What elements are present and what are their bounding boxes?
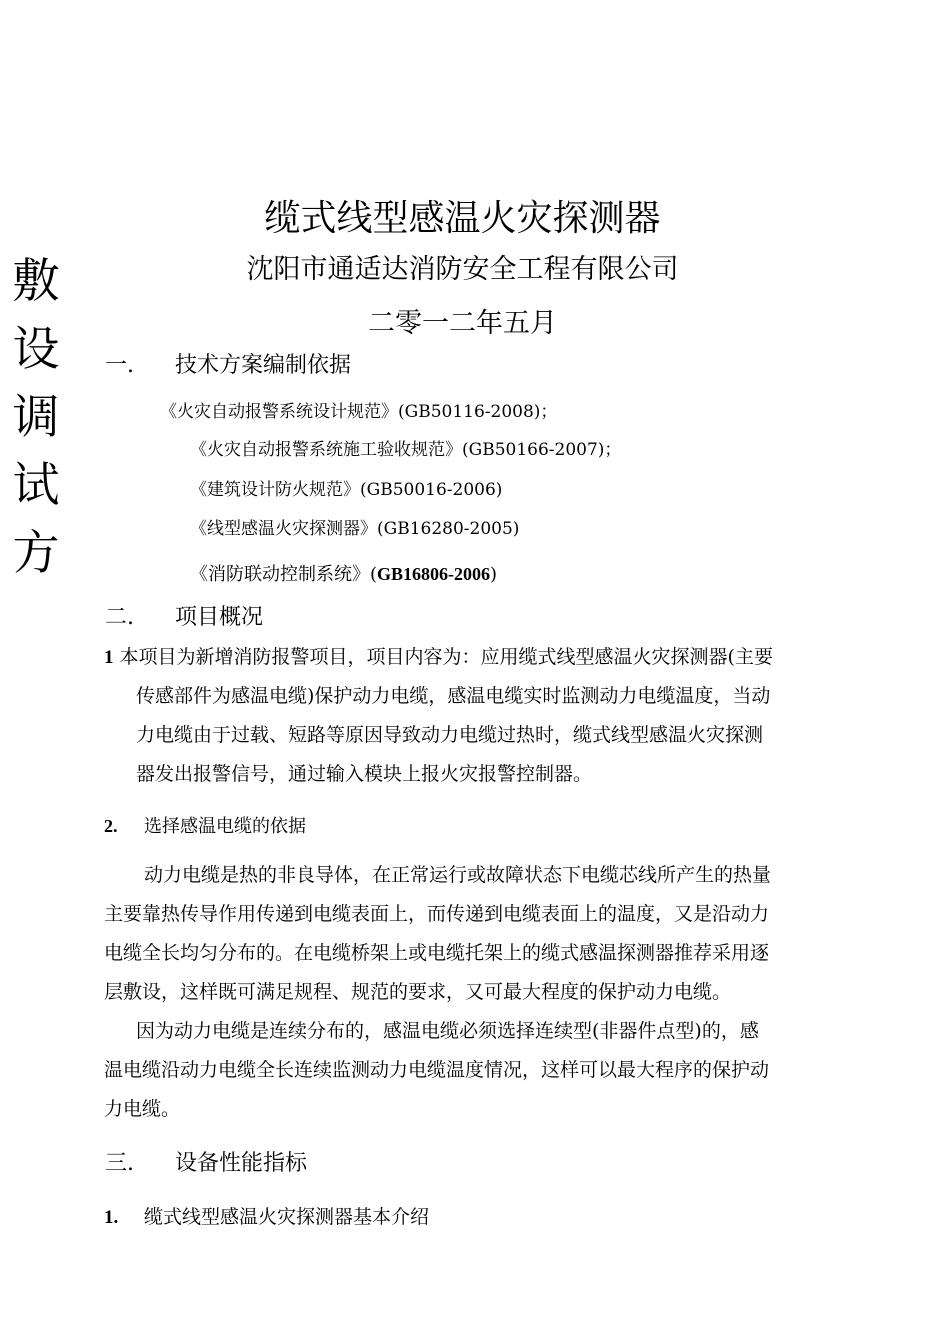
section-number: 一. bbox=[105, 353, 134, 378]
side-char: 试 bbox=[12, 458, 60, 513]
side-char: 方 bbox=[12, 526, 60, 581]
reference-suffix: ) bbox=[490, 564, 498, 585]
reference-code: GB16806-2006 bbox=[377, 564, 491, 584]
paragraph-line: 动力电缆是热的非良导体，在正常运行或故障状态下电缆芯线所产生的热量 bbox=[144, 864, 772, 886]
project-overview-paragraph bbox=[104, 638, 773, 794]
section-1-heading bbox=[105, 348, 605, 378]
basis-paragraph-1 bbox=[104, 856, 771, 1012]
section-title: 项目概况 bbox=[175, 605, 264, 630]
section-title: 设备性能指标 bbox=[175, 1151, 308, 1176]
subsection-title: 选择感温电缆的依据 bbox=[144, 816, 306, 837]
paragraph-line: 主要靠热传导作用传递到电缆表面上，而传递到电缆表面上的温度，又是沿动力 bbox=[104, 903, 770, 925]
item-number: 2. bbox=[104, 816, 118, 836]
subsection-3-1-heading bbox=[104, 1202, 429, 1229]
paragraph-line: 本项目为新增消防报警项目，项目内容为：应用缆式线型感温火灾探测器(主要 bbox=[119, 646, 773, 668]
reference-item: 《线型感温火灾探测器》(GB16280-2005) bbox=[190, 519, 520, 539]
item-number: 1 bbox=[104, 647, 114, 668]
section-3-heading bbox=[105, 1146, 605, 1176]
reference-item: 《火灾自动报警系统设计规范》(GB50116-2008)； bbox=[160, 402, 558, 422]
reference-prefix: 《消防联动控制系统》( bbox=[190, 564, 378, 585]
subsection-title: 缆式线型感温火灾探测器基本介绍 bbox=[144, 1206, 430, 1228]
basis-paragraph-2 bbox=[104, 1012, 769, 1129]
paragraph-line: 因为动力电缆是连续分布的，感温电缆必须选择连续型(非器件点型)的，感 bbox=[136, 1020, 759, 1042]
paragraph-line: 层敷设，这样既可满足规程、规范的要求，又可最大程度的保护动力电缆。 bbox=[104, 981, 732, 1003]
item-number: 1. bbox=[104, 1207, 119, 1228]
paragraph-line: 传感部件为感温电缆)保护动力电缆，感温电缆实时监测动力电缆温度，当动 bbox=[136, 685, 771, 707]
document-title: 缆式线型感温火灾探测器 bbox=[264, 198, 661, 239]
paragraph-line: 器发出报警信号，通过输入模块上报火灾报警控制器。 bbox=[136, 763, 593, 785]
side-char: 设 bbox=[12, 322, 60, 377]
side-vertical-text bbox=[4, 248, 68, 588]
paragraph-line: 力电缆由于过载、短路等原因导致动力电缆过热时，缆式线型感温火灾探测 bbox=[136, 724, 764, 746]
reference-item: 《火灾自动报警系统施工验收规范》(GB50166-2007)； bbox=[190, 440, 622, 460]
reference-item bbox=[190, 560, 497, 586]
paragraph-line: 温电缆沿动力电缆全长连续监测动力电缆温度情况，这样可以最大程序的保护动 bbox=[104, 1059, 770, 1081]
company-name: 沈阳市通适达消防安全工程有限公司 bbox=[246, 254, 679, 285]
paragraph-line: 力电缆。 bbox=[104, 1098, 181, 1120]
reference-item: 《建筑设计防火规范》(GB50016-2006) bbox=[190, 480, 503, 500]
section-number: 三. bbox=[105, 1151, 134, 1176]
paragraph-line: 电缆全长均匀分布的。在电缆桥架上或电缆托架上的缆式感温探测器推荐采用逐 bbox=[104, 942, 770, 964]
document-date: 二零一二年五月 bbox=[368, 308, 557, 339]
side-char: 敷 bbox=[12, 254, 60, 309]
side-char: 调 bbox=[12, 390, 60, 445]
subsection-2-2-heading bbox=[104, 812, 306, 838]
section-title: 技术方案编制依据 bbox=[175, 353, 352, 378]
section-2-heading bbox=[105, 600, 605, 630]
section-number: 二. bbox=[105, 605, 134, 630]
